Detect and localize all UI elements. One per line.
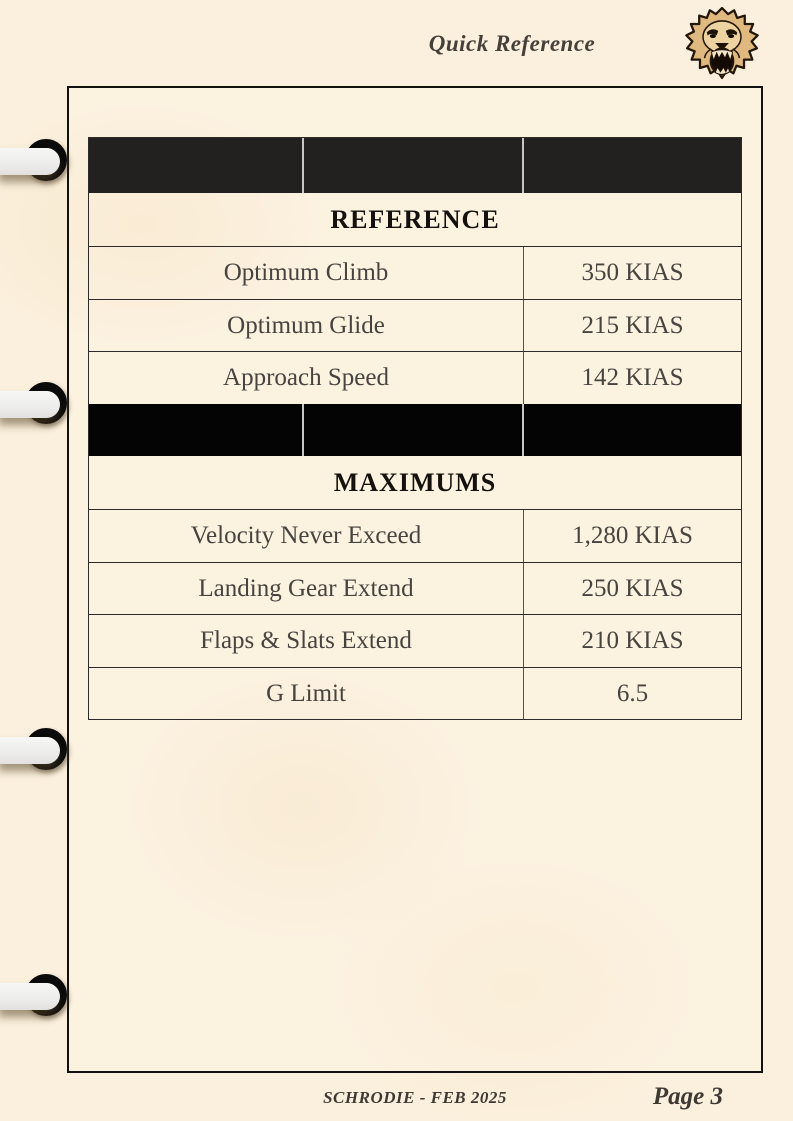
band-cell (304, 138, 524, 193)
band-cell (89, 404, 304, 456)
row-label: G Limit (89, 668, 524, 719)
band-cell (89, 138, 304, 193)
row-label: Approach Speed (89, 352, 524, 404)
row-label: Landing Gear Extend (89, 563, 524, 614)
maximums-band (89, 404, 741, 456)
footer-publisher: SCHRODIE - FEB 2025 (323, 1088, 507, 1107)
row-label: Velocity Never Exceed (89, 510, 524, 562)
band-cell (524, 404, 741, 456)
row-value: 350 KIAS (581, 259, 684, 286)
ring-bar (0, 391, 60, 418)
row-value: 215 KIAS (581, 311, 684, 339)
reference-band (89, 138, 741, 193)
ring-bar (0, 983, 60, 1010)
row-label: Optimum Climb (89, 247, 524, 299)
row-label: Flaps & Slats Extend (89, 615, 524, 667)
ring-bar (0, 737, 60, 764)
row-value: 250 KIAS (581, 574, 684, 602)
row-value: 6.5 (616, 679, 649, 707)
table-row (89, 246, 741, 299)
table-row (89, 667, 741, 719)
table-row (89, 351, 741, 404)
band-cell (304, 404, 524, 456)
footer-page-number: Page 3 (652, 1083, 723, 1110)
binder-ring (0, 726, 72, 776)
band-cell (524, 138, 741, 193)
binder-ring (0, 972, 72, 1022)
row-label: Optimum Glide (89, 300, 524, 351)
quick-reference-table (88, 137, 742, 720)
binder-ring (0, 380, 72, 430)
lion-logo-icon (684, 5, 760, 87)
row-value: 142 KIAS (581, 364, 684, 391)
table-row (89, 509, 741, 562)
section-header-maximums: MAXIMUMS (333, 467, 497, 497)
row-value: 210 KIAS (581, 627, 684, 654)
table-row (89, 562, 741, 614)
row-value: 1,280 KIAS (572, 522, 693, 549)
page-title: Quick Reference (428, 31, 596, 56)
section-header-reference: REFERENCE (330, 204, 500, 234)
ring-bar (0, 148, 60, 175)
binder-ring (0, 137, 72, 187)
table-row (89, 614, 741, 667)
table-row (89, 299, 741, 351)
